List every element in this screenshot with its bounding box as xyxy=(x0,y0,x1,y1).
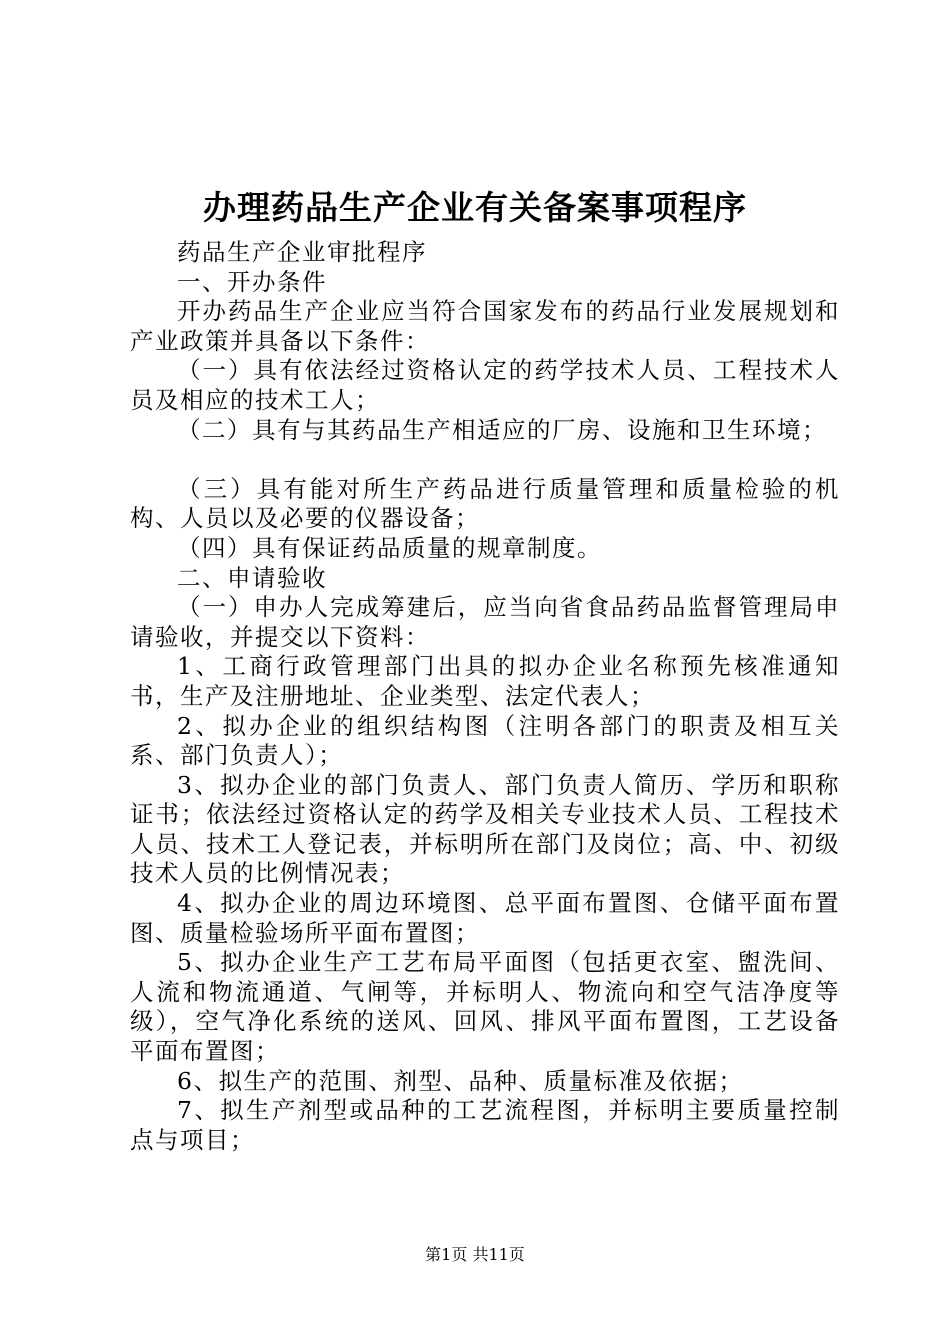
document-body xyxy=(130,238,840,1155)
list-item: 4、拟办企业的周边环境图、总平面布置图、仓储平面布置图、质量检验场所平面布置图； xyxy=(130,889,840,947)
list-item: 7、拟生产剂型或品种的工艺流程图，并标明主要质量控制点与项目； xyxy=(130,1096,840,1154)
paragraph: （一）申办人完成筹建后，应当向省食品药品监督管理局申请验收，并提交以下资料： xyxy=(130,593,840,651)
list-item: 5、拟办企业生产工艺布局平面图（包括更衣室、盥洗间、人流和物流通道、气闸等，并标明人、物流向和空气洁净度等级），空气净化系统的送风、回风、排风平面布置图，工艺设备平面布置图； xyxy=(130,948,840,1066)
list-item: （一）具有依法经过资格认定的药学技术人员、工程技术人员及相应的技术工人； xyxy=(130,356,840,414)
list-item: （二）具有与其药品生产相适应的厂房、设施和卫生环境； xyxy=(177,415,827,444)
page-footer: 第1页 共11页 xyxy=(425,1245,525,1264)
paragraph: 开办药品生产企业应当符合国家发布的药品行业发展规划和产业政策并具备以下条件： xyxy=(130,297,840,355)
section-heading: 二、申请验收 xyxy=(177,563,327,592)
list-item: 6、拟生产的范围、剂型、品种、质量标准及依据； xyxy=(177,1066,744,1095)
document-title: 办理药品生产企业有关备案事项程序 xyxy=(203,188,747,227)
list-item: （四）具有保证药品质量的规章制度。 xyxy=(177,533,602,562)
paragraph: 药品生产企业审批程序 xyxy=(177,238,427,266)
list-item: 3、拟办企业的部门负责人、部门负责人简历、学历和职称证书；依法经过资格认定的药学及相关专业技术人员、工程技术人员、技术工人登记表，并标明所在部门及岗位；高、中、初级技术人员的比例情况表； xyxy=(130,770,840,888)
list-item: 1、工商行政管理部门出具的拟办企业名称预先核准通知书，生产及注册地址、企业类型、法定代表人； xyxy=(130,652,840,710)
section-heading: 一、开办条件 xyxy=(177,267,327,296)
list-item: 2、拟办企业的组织结构图（注明各部门的职责及相互关系、部门负责人）； xyxy=(130,711,840,770)
list-item: （三）具有能对所生产药品进行质量管理和质量检验的机构、人员以及必要的仪器设备； xyxy=(130,474,840,533)
